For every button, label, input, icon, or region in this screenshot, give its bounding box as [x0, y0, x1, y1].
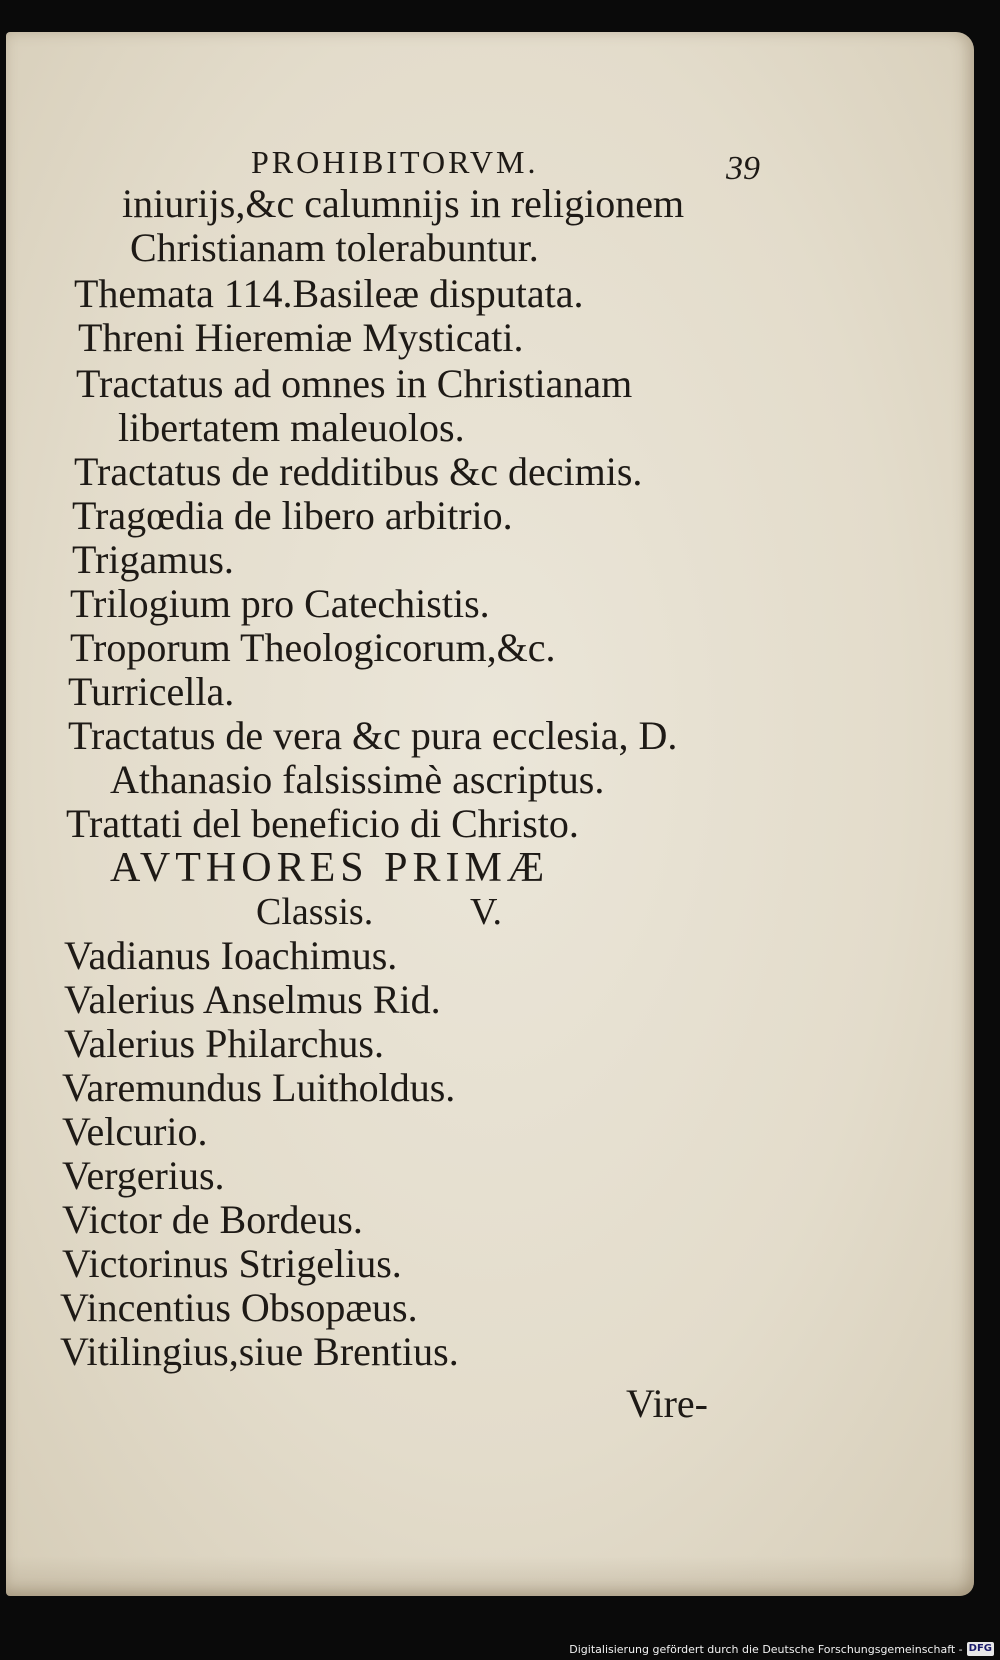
author-line: Victorinus Strigelius. [62, 1241, 402, 1286]
author-line: Victor de Bordeus. [62, 1197, 363, 1242]
entry-line: Threni Hieremiæ Mysticati. [78, 315, 524, 360]
entry-line: Trilogium pro Catechistis. [70, 581, 490, 626]
author-line: Varemundus Luitholdus. [62, 1065, 456, 1110]
entry-line: Trattati del beneficio di Christo. [66, 801, 579, 846]
entry-line: Tractatus de vera &c pura ecclesia, D. [68, 713, 678, 758]
entry-line: Athanasio falsissimè ascriptus. [110, 757, 605, 802]
entry-line: Christianam tolerabuntur. [130, 225, 539, 270]
digitization-credit [569, 1640, 994, 1658]
catchword: Vire- [626, 1381, 708, 1426]
dfg-logo: DFG [968, 1643, 992, 1654]
entry-line: libertatem maleuolos. [118, 405, 465, 450]
footer-text: Digitalisierung gefördert durch die Deutsche Forschungsgemeinschaft - [569, 1642, 963, 1656]
running-header: PROHIBITORVM. [251, 144, 539, 180]
author-line: Valerius Philarchus. [64, 1021, 384, 1066]
section-letter: V. [470, 891, 503, 933]
entry-line: Tractatus de redditibus &c decimis. [74, 449, 643, 494]
entry-line: Trigamus. [72, 537, 234, 582]
author-line: Vadianus Ioachimus. [64, 933, 398, 978]
author-line: Vincentius Obsopæus. [60, 1285, 418, 1330]
entry-line: Troporum Theologicorum,&c. [70, 625, 556, 670]
author-line: Vitilingius,siue Brentius. [60, 1329, 459, 1374]
entry-line: Tractatus ad omnes in Christianam [76, 361, 633, 406]
entry-line: iniurijs,&c calumnijs in religionem [122, 181, 685, 226]
entry-line: Turricella. [68, 669, 235, 714]
section-heading: AVTHORES PRIMÆ [110, 845, 550, 891]
entry-line: Themata 114.Basileæ disputata. [74, 271, 584, 316]
author-line: Vergerius. [62, 1153, 225, 1198]
book-page [6, 32, 974, 1596]
section-classis: Classis. [256, 891, 374, 933]
author-line: Velcurio. [62, 1109, 208, 1154]
entry-line: Tragœdia de libero arbitrio. [72, 493, 513, 538]
author-line: Valerius Anselmus Rid. [64, 977, 441, 1022]
page-number: 39 [726, 150, 760, 187]
page-text [6, 32, 974, 1596]
